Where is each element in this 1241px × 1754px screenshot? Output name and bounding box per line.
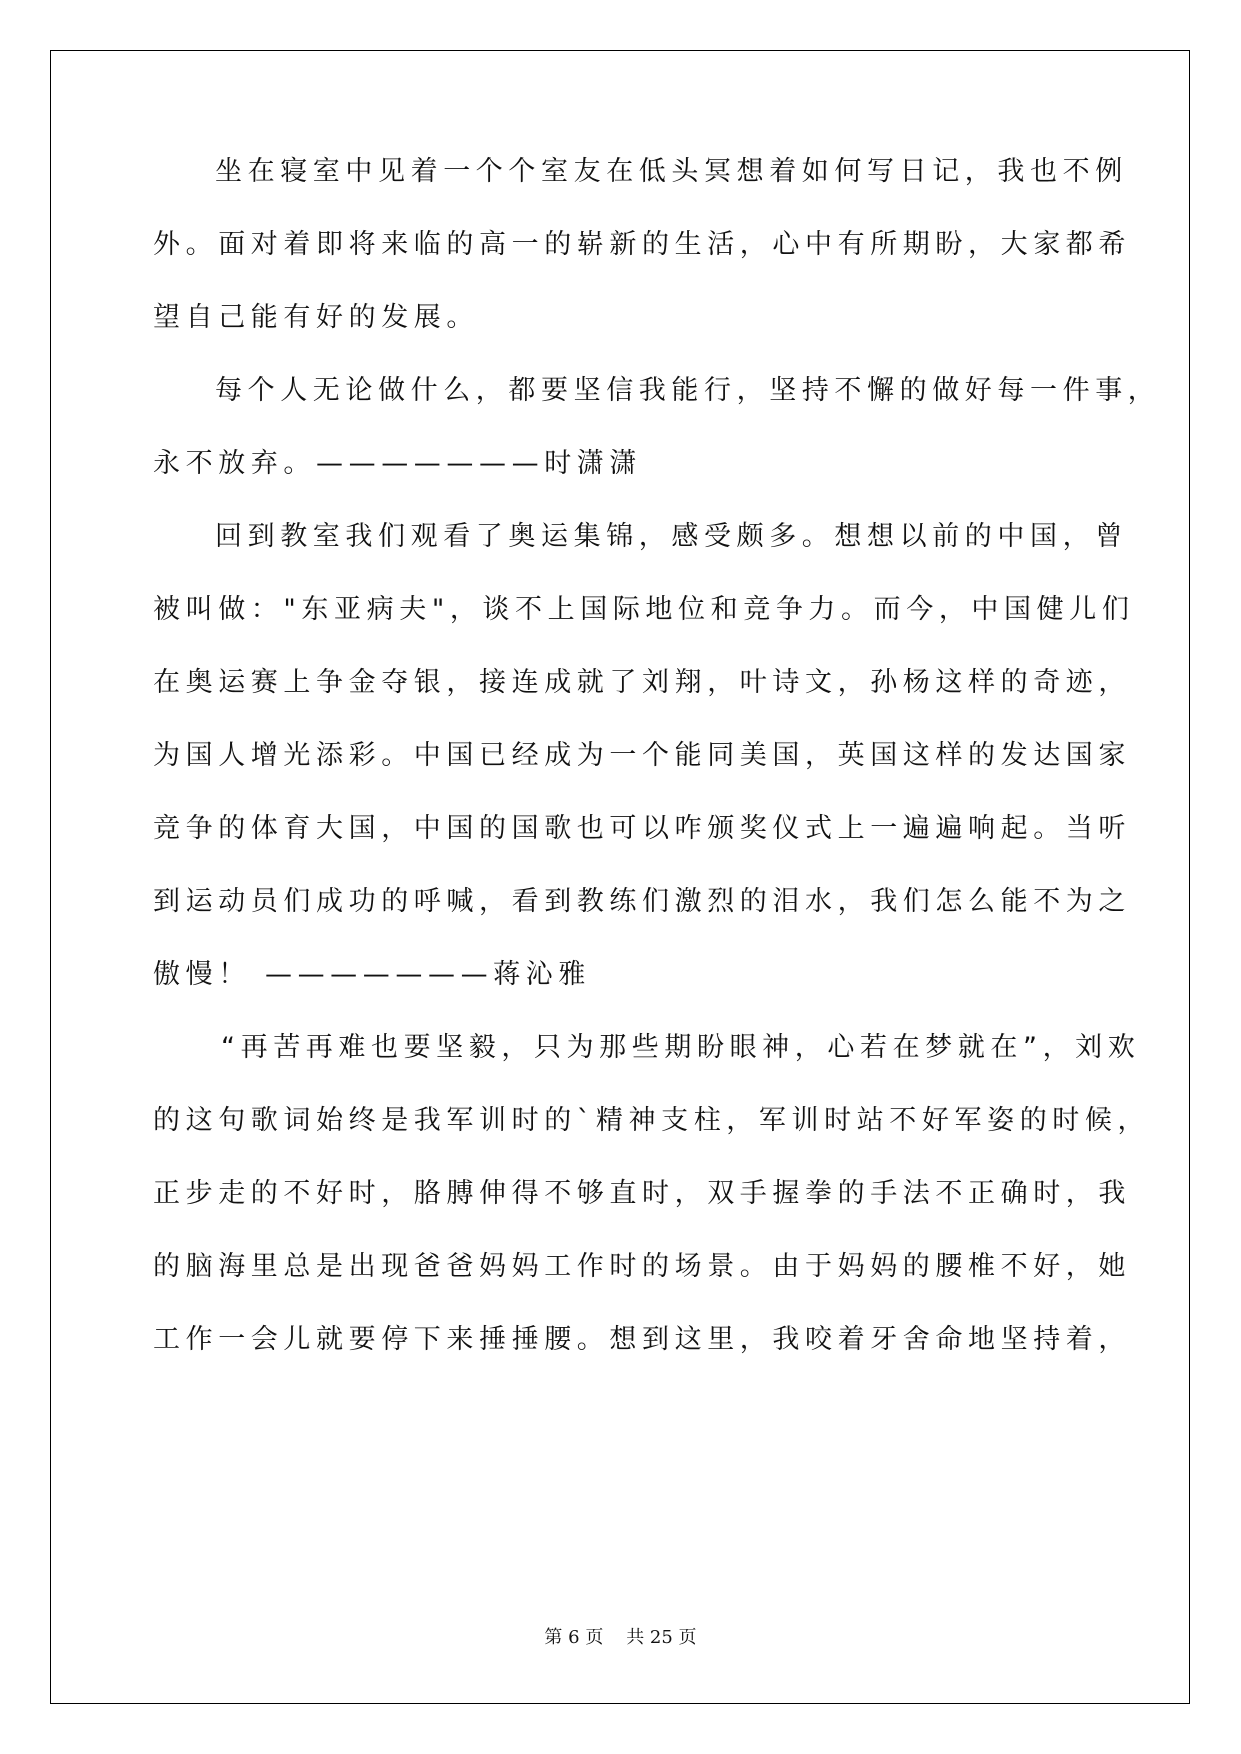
text-line: 竞争的体育大国，中国的国歌也可以咋颁奖仪式上一遍遍响起。当听 (153, 813, 1131, 844)
text-line: 每个人无论做什么，都要坚信我能行，坚持不懈的做好每一件事， (215, 375, 1161, 406)
text-line: 回到教室我们观看了奥运集锦，感受颇多。想想以前的中国，曾 (215, 521, 1128, 552)
text-line: 的这句歌词始终是我军训时的`精神支柱，军训时站不好军姿的时候， (153, 1105, 1151, 1136)
text-line: “再苦再难也要坚毅，只为那些期盼眼神，心若在梦就在”，刘欢 (221, 1032, 1141, 1063)
page-number: 第 6 页 共 25 页 (544, 1627, 697, 1648)
text-line: 永不放弃。———————时潇潇 (153, 448, 642, 479)
text-line: 正步走的不好时，胳膊伸得不够直时，双手握拳的手法不正确时，我 (153, 1178, 1131, 1209)
text-line: 的脑海里总是出现爸爸妈妈工作时的场景。由于妈妈的腰椎不好，她 (153, 1251, 1131, 1282)
text-line: 工作一会儿就要停下来捶捶腰。想到这里，我咬着牙舍命地坚持着， (153, 1324, 1131, 1355)
text-line: 望自己能有好的发展。 (153, 302, 479, 333)
text-line: 被叫做："东亚病夫"，谈不上国际地位和竞争力。而今，中国健儿们 (153, 594, 1135, 625)
text-line: 外。面对着即将来临的高一的崭新的生活，心中有所期盼，大家都希 (153, 229, 1131, 260)
page-footer (0, 1626, 1241, 1650)
text-line: 为国人增光添彩。中国已经成为一个能同美国，英国这样的发达国家 (153, 740, 1131, 771)
text-line: 在奥运赛上争金夺银，接连成就了刘翔，叶诗文，孙杨这样的奇迹， (153, 667, 1131, 698)
text-line: 坐在寝室中见着一个个室友在低头冥想着如何写日记，我也不例 (215, 156, 1128, 187)
text-line: 到运动员们成功的呼喊，看到教练们激烈的泪水，我们怎么能不为之 (153, 886, 1131, 917)
text-line: 傲慢！ ———————蒋沁雅 (153, 959, 591, 990)
